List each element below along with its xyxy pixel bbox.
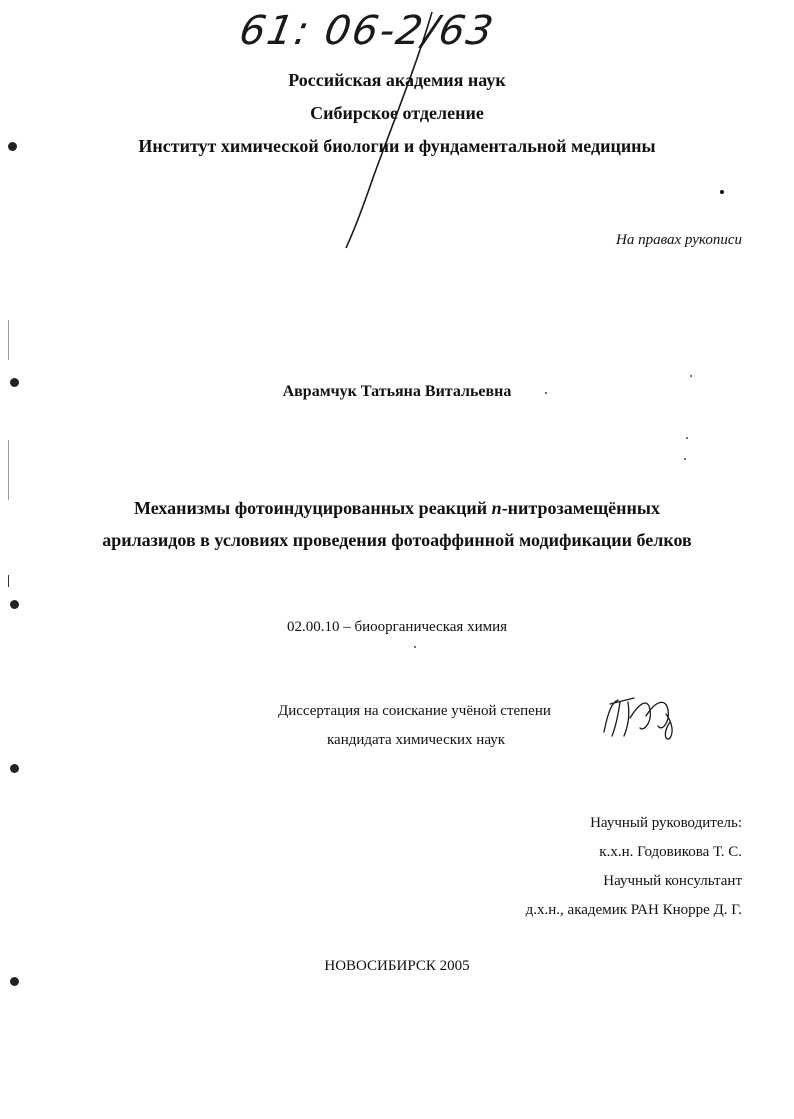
- binder-hole-mark: [10, 378, 19, 387]
- dissertation-degree-line-1: Диссертация на соискание учёной степени: [278, 703, 551, 719]
- author-signature: [600, 692, 690, 742]
- scan-speck: [684, 458, 686, 460]
- title-italic-prefix: п: [491, 498, 502, 518]
- supervisor-name: к.х.н. Годовикова Т. С.: [599, 844, 742, 860]
- scan-speck: [686, 437, 688, 439]
- specialty-code: 02.00.10 – биоорганическая химия: [286, 619, 508, 635]
- scan-speck: [690, 375, 692, 377]
- scan-edge-mark: [8, 320, 9, 360]
- scan-edge-mark: [8, 440, 9, 500]
- author-name: Аврамчук Татьяна Витальевна: [282, 383, 512, 400]
- dissertation-title-line-1: [0, 498, 794, 519]
- binder-hole-mark: [8, 142, 17, 151]
- scan-speck: [720, 190, 724, 194]
- dissertation-title-line-2: арилазидов в условиях проведения фотоаффинной модификации белков: [102, 530, 692, 550]
- title-text-part-2: -нитрозамещённых: [501, 498, 660, 518]
- manuscript-note: На правах рукописи: [616, 232, 742, 248]
- supervisor-label: Научный руководитель:: [590, 815, 742, 831]
- consultant-label: Научный консультант: [603, 873, 742, 889]
- binder-hole-mark: [10, 764, 19, 773]
- city-year: НОВОСИБИРСК 2005: [324, 958, 470, 974]
- scan-speck: [414, 646, 416, 648]
- binder-hole-mark: [10, 600, 19, 609]
- scan-edge-mark: [8, 575, 9, 587]
- binder-hole-mark: [10, 977, 19, 986]
- title-text-part-1: Механизмы фотоиндуцированных реакций: [134, 498, 492, 518]
- branch-name: Сибирское отделение: [310, 103, 484, 123]
- scan-speck: [545, 392, 547, 394]
- consultant-name: д.х.н., академик РАН Кнорре Д. Г.: [525, 902, 742, 918]
- handwritten-archive-number: 61: 06-2/63: [235, 8, 499, 54]
- institute-name: Институт химической биологии и фундаментальной медицины: [138, 136, 656, 156]
- dissertation-degree-line-2: кандидата химических наук: [327, 732, 506, 748]
- academy-name: Российская академия наук: [288, 70, 506, 90]
